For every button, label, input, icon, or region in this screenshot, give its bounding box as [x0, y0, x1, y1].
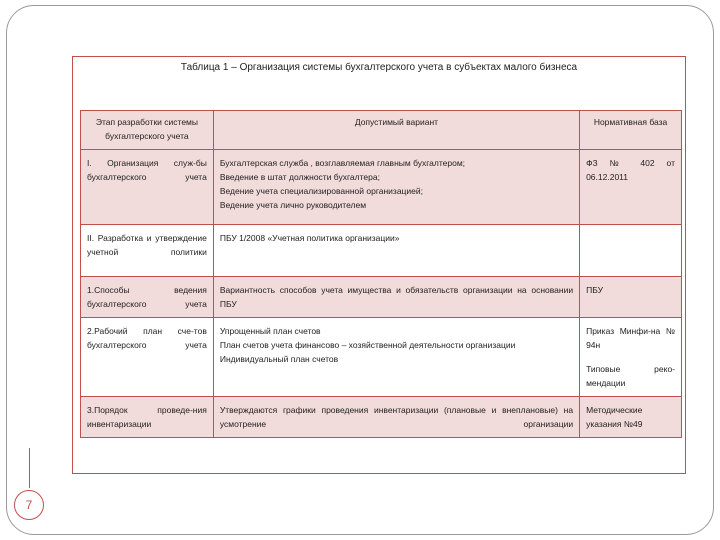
row-stage: II. Разработка и утверждение учетной политики	[81, 225, 214, 277]
row-norm: Методические указания №49	[580, 397, 682, 438]
table-row	[81, 277, 682, 318]
row-stage: 1.Способы ведения бухгалтерского учета	[81, 277, 214, 318]
table-caption: Таблица 1 – Организация системы бухгалтерского учета в субъектах малого бизнеса	[180, 62, 578, 73]
page-number: 7	[25, 498, 33, 512]
header-variant: Допустимый вариант	[213, 111, 579, 150]
variant-line: Бухгалтерская служба , возглавляемая главным бухгалтером;	[219, 158, 466, 168]
page-number-badge	[14, 490, 44, 520]
table-row	[81, 318, 682, 397]
row-norm	[580, 225, 682, 277]
table-row	[81, 225, 682, 277]
norm-line: Приказ Минфи-на № 94н	[586, 326, 675, 350]
table-row	[81, 397, 682, 438]
header-norm: Нормативная база	[580, 111, 682, 150]
row-norm: ПБУ	[580, 277, 682, 318]
variant-line: Ведение учета специализированной организацией;	[219, 186, 424, 196]
row-variant	[213, 318, 579, 397]
variant-line: Индивидуальный план счетов	[219, 354, 339, 364]
header-stage: Этап разработки системы бухгалтерского учета	[81, 111, 214, 150]
table-row	[81, 150, 682, 225]
variant-line: Введение в штат должности бухгалтера;	[219, 172, 380, 182]
table-header-row	[81, 111, 682, 150]
row-variant	[213, 150, 579, 225]
row-stage: 3.Порядок проведе-ния инвентаризации	[81, 397, 214, 438]
variant-line: Ведение учета лично руководителем	[219, 200, 367, 210]
row-variant: Утверждаются графики проведения инвентаризации (плановые и внеплановые) на усмотрение организации	[213, 397, 579, 438]
row-norm	[580, 318, 682, 397]
row-stage: 2.Рабочий план сче-тов бухгалтерского учета	[81, 318, 214, 397]
row-stage: I. Организация служ-бы бухгалтерского учета	[81, 150, 214, 225]
variant-line: Упрощенный план счетов	[219, 326, 321, 336]
variant-line: План счетов учета финансово – хозяйственной деятельности организации	[219, 340, 516, 350]
norm-line: Типовые реко-мендации	[586, 364, 675, 388]
accounting-table	[80, 110, 682, 438]
decorative-line	[29, 448, 30, 488]
row-variant: ПБУ 1/2008 «Учетная политика организации»	[213, 225, 579, 277]
row-variant: Вариантность способов учета имущества и обязательств организации на основании ПБУ	[213, 277, 579, 318]
row-norm: ФЗ № 402 от 06.12.2011	[580, 150, 682, 225]
